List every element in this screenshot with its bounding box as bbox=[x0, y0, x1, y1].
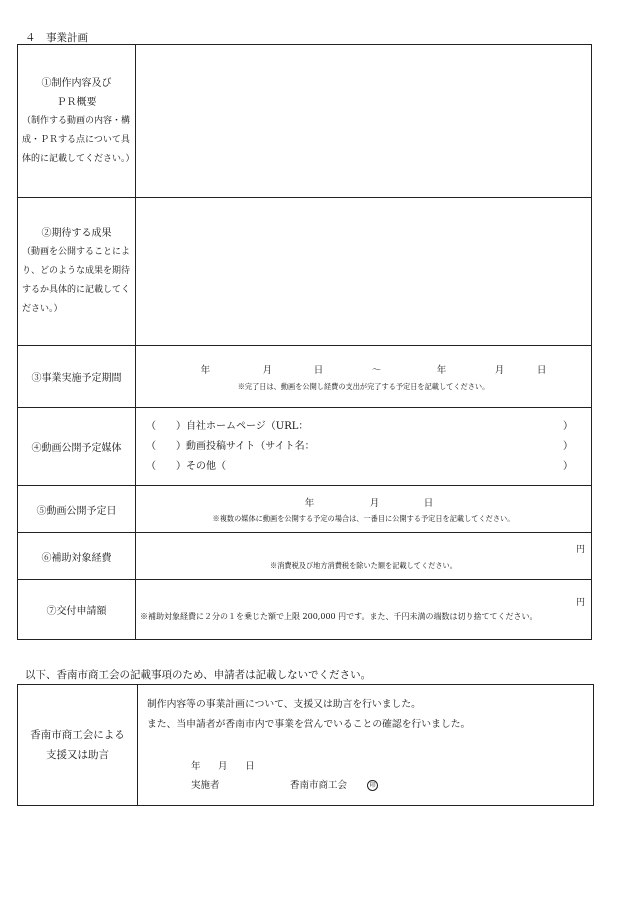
label-cell-expected bbox=[18, 198, 136, 346]
grant-amount-note: ※補助対象経費に２分の１を乗じた額で上限 200,000 円です。また、千円未満の端数は切り捨ててください。 bbox=[140, 611, 538, 621]
period-dates bbox=[136, 362, 591, 376]
office-implementer bbox=[139, 776, 592, 795]
office-date bbox=[139, 757, 592, 776]
table-row bbox=[18, 533, 592, 580]
media-cell bbox=[136, 408, 592, 486]
yen-unit: 円 bbox=[575, 544, 585, 555]
eligible-cost-cell[interactable] bbox=[136, 533, 592, 580]
label-expected-note: （動画を公開することにより、どのような成果を期待するか具体的に記載してください。） bbox=[22, 247, 131, 314]
eligible-cost-note: ※消費税及び地方消費税を除いた額を記載してください。 bbox=[270, 560, 457, 570]
implementer-label: 実施者 bbox=[191, 780, 220, 791]
label-production-note: （制作する動画の内容・構成・ＰＲする点について具体的に記載してください。） bbox=[22, 115, 135, 164]
end-year: 年 bbox=[436, 364, 447, 376]
office-support-cell bbox=[138, 685, 594, 806]
label-expected: ②期待する成果 bbox=[41, 228, 112, 239]
media-option-close: ） bbox=[563, 420, 573, 432]
implementer-name: 香南市商工会 bbox=[290, 780, 348, 791]
business-plan-table bbox=[17, 44, 592, 640]
publish-note: ※複数の媒体に動画を公開する予定の場合は、一番目に公開する予定日を記載してください。 bbox=[212, 513, 515, 523]
publish-date-cell[interactable] bbox=[136, 486, 592, 533]
table-row bbox=[18, 580, 592, 640]
office-month: 月 bbox=[218, 761, 228, 772]
publish-month: 月 bbox=[369, 497, 380, 509]
office-day: 日 bbox=[245, 761, 255, 772]
office-table bbox=[17, 684, 594, 806]
input-production-content[interactable] bbox=[136, 45, 592, 198]
period-note: ※完了日は、動画を公開し経費の支出が完了する予定日を記載してください。 bbox=[237, 381, 490, 391]
table-row bbox=[18, 346, 592, 408]
table-row bbox=[18, 486, 592, 533]
seal-icon: 印 bbox=[367, 780, 378, 791]
media-option-close: ） bbox=[563, 460, 573, 472]
office-year: 年 bbox=[191, 761, 201, 772]
publish-day: 日 bbox=[423, 497, 434, 509]
period-cell[interactable] bbox=[136, 346, 592, 408]
media-option-other[interactable] bbox=[136, 457, 591, 477]
label-media: ④動画公開予定媒体 bbox=[18, 408, 136, 486]
end-month: 月 bbox=[494, 364, 505, 376]
yen-unit: 円 bbox=[575, 597, 585, 608]
media-option-label: （ ）その他（ bbox=[146, 460, 226, 472]
table-row bbox=[18, 198, 592, 346]
publish-year: 年 bbox=[304, 497, 315, 509]
table-row bbox=[18, 45, 592, 198]
label-period: ③事業実施予定期間 bbox=[18, 346, 136, 408]
media-option-label: （ ）自社ホームページ（URL： bbox=[146, 420, 309, 432]
start-year: 年 bbox=[200, 364, 211, 376]
label-production: ①制作内容及び ＰＲ概要 bbox=[41, 77, 112, 108]
label-cell-production bbox=[18, 45, 136, 198]
start-day: 日 bbox=[313, 364, 324, 376]
office-notice: 以下、香南市商工会の記載事項のため、申請者は記載しないでください。 bbox=[25, 669, 372, 681]
office-line-1: 制作内容等の事業計画について、支援又は助言を行いました。 bbox=[147, 699, 421, 710]
media-option-label: （ ）動画投稿サイト（サイト名： bbox=[146, 440, 315, 452]
label-office-support: 香南市商工会による 支援又は助言 bbox=[18, 685, 138, 806]
start-month: 月 bbox=[262, 364, 273, 376]
input-expected-results[interactable] bbox=[136, 198, 592, 346]
label-eligible-cost: ⑥補助対象経費 bbox=[18, 533, 136, 580]
media-option-close: ） bbox=[563, 440, 573, 452]
table-row bbox=[18, 408, 592, 486]
label-publish-date: ⑤動画公開予定日 bbox=[18, 486, 136, 533]
media-option-video-site[interactable] bbox=[136, 437, 591, 457]
end-day: 日 bbox=[536, 364, 547, 376]
grant-amount-cell[interactable] bbox=[136, 580, 592, 640]
label-grant-amount: ⑦交付申請額 bbox=[18, 580, 136, 640]
office-line-2: また、当申請者が香南市内で事業を営んでいることの確認を行いました。 bbox=[147, 719, 471, 730]
tilde: ～ bbox=[371, 364, 382, 376]
publish-dates bbox=[136, 495, 591, 509]
media-option-website[interactable] bbox=[136, 417, 591, 437]
section-title: ４ 事業計画 bbox=[25, 32, 88, 44]
table-row bbox=[18, 685, 594, 806]
